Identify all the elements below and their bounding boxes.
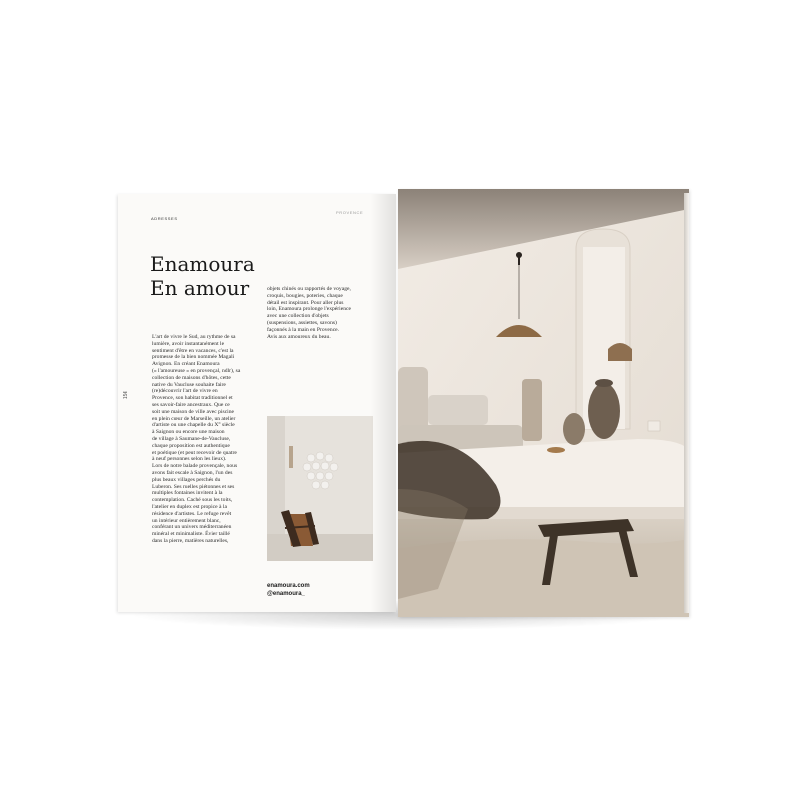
text-line: (« l'amoureuse » en provençal, ndlr), sa [152, 367, 241, 374]
page-number: 15¢ [123, 390, 130, 400]
text-line: à neuf personnes selon les lieux). [152, 456, 227, 463]
text-line: promesse de la bien nommée Magali [152, 354, 235, 361]
text-line: un intérieur entièrement blanc, [152, 517, 221, 524]
text-line: native du Vaucluse souhaite faire [152, 381, 226, 388]
text-line: résidence d'artistes. Le refuge revêt [152, 510, 232, 517]
text-line: détail est inspirant. Pour aller plus [267, 299, 344, 306]
instagram-handle[interactable]: @enamoura_ [267, 591, 305, 597]
text-line: multiples fontaines invitent à la [152, 490, 223, 497]
text-line: Provence, son habitat traditionnel et [152, 395, 233, 402]
text-line: d'artiste ou une chapelle du X° siècle [152, 422, 235, 429]
interior-photo-large [398, 189, 689, 617]
text-line: conférant un univers méditerranéen [152, 524, 232, 531]
text-line: avec une collection d'objets [267, 313, 329, 320]
text-line: (suspensions, assiettes, savons) [267, 319, 337, 326]
body-column-1 [152, 334, 258, 545]
text-line: objets chinés ou rapportés de voyage, [267, 286, 351, 292]
text-line: de village à Saumane-de-Vaucluse, [152, 435, 231, 442]
text-line: contemplation. Caché sous les toits, [152, 497, 233, 504]
text-line: Avignon. En créant Enamoura [152, 361, 220, 368]
text-line: Luberon. Ses ruelles piétonnes et ses [152, 483, 235, 490]
running-header-right: PROVENCE [336, 210, 364, 215]
text-line: croquis, bougies, poteries, chaque [267, 292, 343, 299]
chair-and-plates-illustration [267, 416, 373, 561]
left-page [118, 194, 396, 612]
text-line: soit une maison de ville avec piscine [152, 408, 235, 415]
text-line: avons fait escale à Saignon, l'un des [152, 469, 233, 476]
text-line: plus beaux villages perchés du [152, 476, 221, 483]
page-edge [684, 193, 689, 613]
text-line: (re)découvrir l'art de vivre en [152, 388, 218, 395]
interior-photo-small [267, 416, 373, 561]
running-header-left: ADRESSES [151, 216, 178, 221]
text-line: à Saignon ou encore une maison [152, 429, 225, 436]
text-line: sentiment d'être en vacances, c'est la [152, 347, 234, 354]
text-line: et poétique (et peut recevoir de quatre [152, 449, 237, 456]
text-line: lumière, avoir instantanément le [152, 340, 225, 347]
contact-block [267, 582, 310, 598]
text-line: dans la pierre, matières naturelles, [152, 537, 229, 544]
text-line: Lors de notre balade provençale, nous [152, 463, 238, 470]
open-magazine [118, 189, 689, 617]
body-column-2 [267, 286, 375, 340]
text-line: en plein cœur de Marseille, un atelier [152, 415, 236, 422]
title-line-1: Enamoura [150, 252, 255, 276]
right-page-photo [398, 189, 689, 617]
text-line: minéral et minimaliste. Évier taillé [152, 531, 230, 538]
text-line: chaque proposition est authentique [152, 442, 230, 449]
website-link[interactable]: enamoura.com [267, 583, 310, 589]
text-line: L'art de vivre le Sud, au rythme de sa [152, 334, 236, 340]
text-line: Avis aux amoureux du beau. [267, 333, 331, 340]
text-line: ses savoir-faire ancestraux. Que ce [152, 401, 230, 408]
text-line: collection de maisons d'hôtes, cette [152, 374, 231, 381]
title-line-2: En amour [150, 276, 250, 300]
text-line: façonnés à la main en Provence. [267, 326, 340, 333]
text-line: loin, Enamoura prolonge l'expérience [267, 306, 351, 313]
text-line: l'atelier en duplex est propice à la [152, 503, 227, 510]
